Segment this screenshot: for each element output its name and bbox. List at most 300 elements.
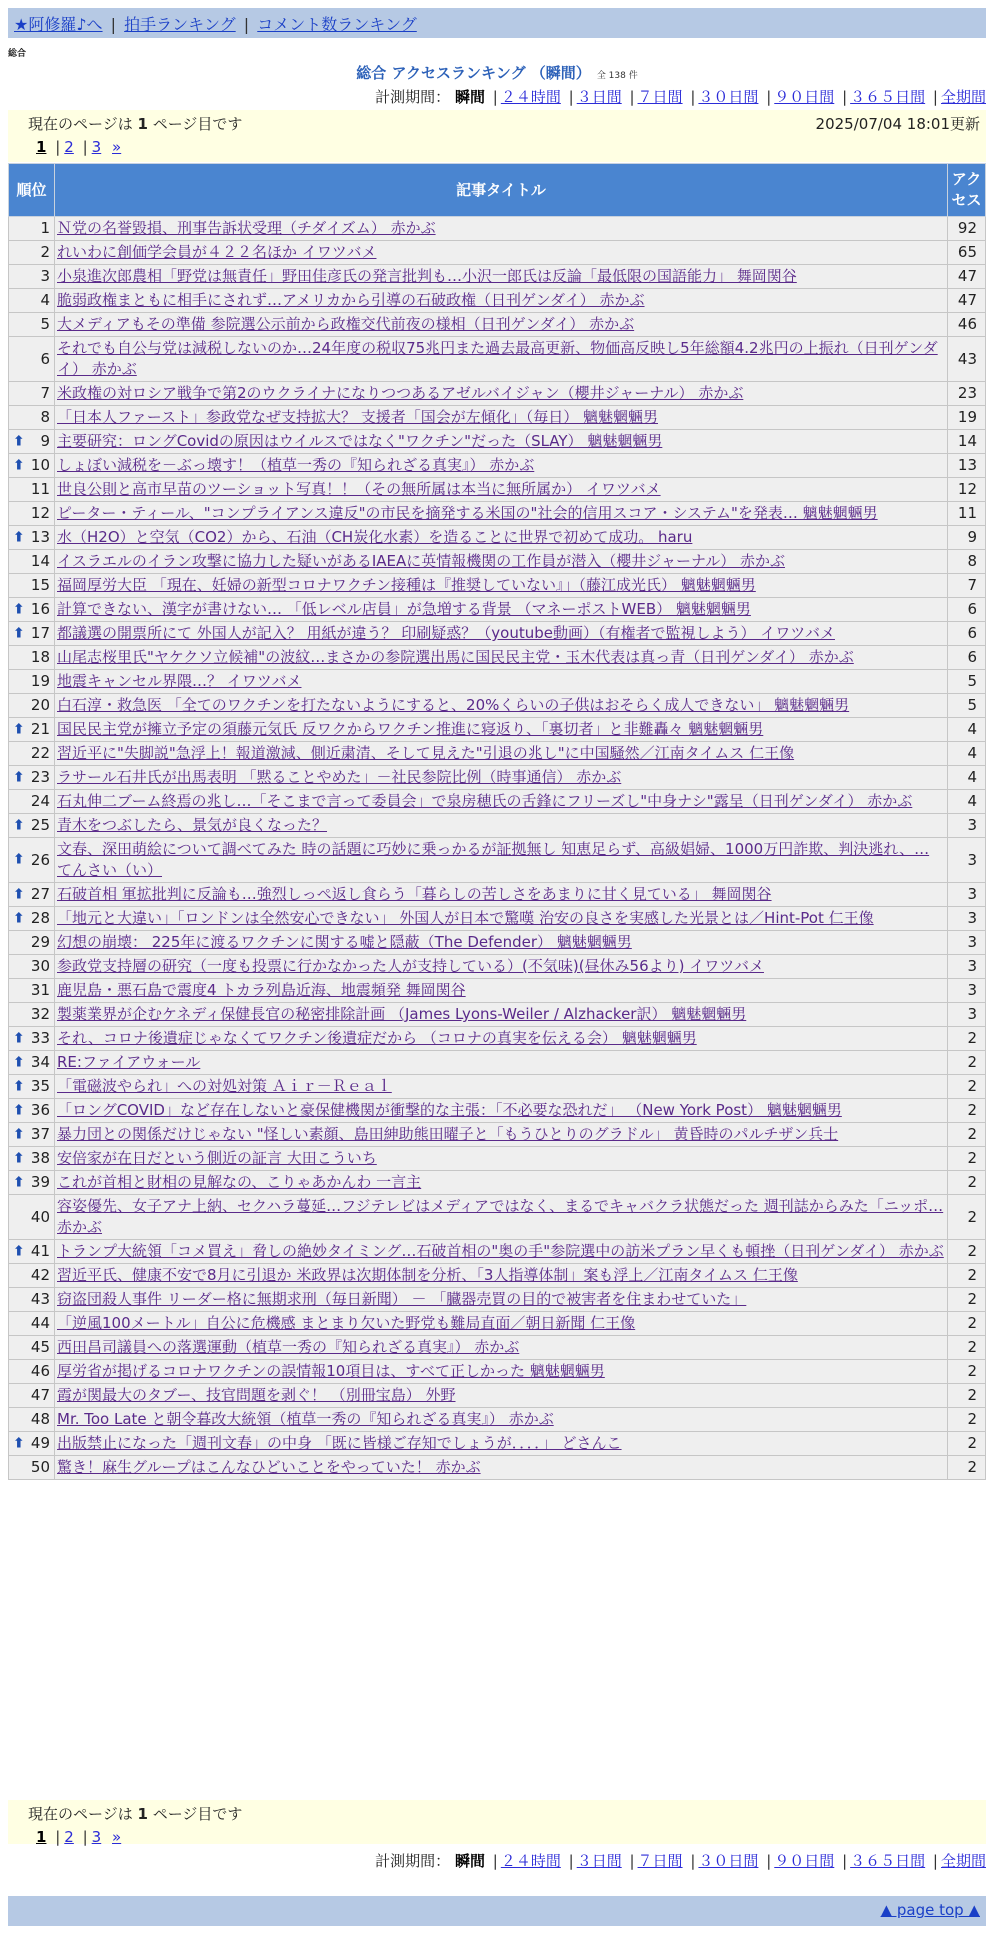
rank-cell: [9, 1264, 55, 1288]
rank-up-arrow-icon: ⬆: [13, 1174, 25, 1190]
rank-number: 36: [30, 1101, 50, 1119]
period-link-3d[interactable]: ３日間: [576, 88, 622, 106]
article-link[interactable]: 福岡厚労大臣 「現在、妊婦の新型コロナワクチン接種は『推奨していない』」（藤江成光氏） 魑魅魍魎男: [57, 576, 756, 594]
rank-cell: [9, 430, 55, 454]
access-count: 12: [948, 478, 986, 502]
updated-timestamp: 2025/07/04 18:01更新: [815, 115, 980, 133]
access-count: 11: [948, 502, 986, 526]
access-count: 2: [948, 1051, 986, 1075]
article-link[interactable]: 「電磁波やられ」への対処対策 Ａｉｒ－Ｒｅａｌ: [57, 1077, 392, 1095]
pager-next[interactable]: »: [112, 138, 122, 156]
article-link[interactable]: 「ロングCOVID」など存在しないと豪保健機関が衝撃的な主張：「不必要な恐れだ」 （New York Post） 魑魅魍魎男: [57, 1101, 842, 1119]
access-count: 2: [948, 1456, 986, 1480]
title-cell: [55, 574, 948, 598]
rank-number: 24: [30, 792, 50, 810]
table-row: [9, 1408, 986, 1432]
rank-number: 40: [30, 1207, 50, 1226]
table-row: [9, 1027, 986, 1051]
access-count: 6: [948, 598, 986, 622]
rank-number: 8: [40, 408, 50, 426]
table-row: [9, 502, 986, 526]
article-link[interactable]: 厚労省が掲げるコロナワクチンの誤情報10項目は、すべて正しかった 魑魅魍魎男: [57, 1362, 605, 1380]
title-cell: [55, 217, 948, 241]
article-link[interactable]: イスラエルのイラン攻撃に協力した疑いがあるIAEAに英情報機関の工作員が潜入（櫻井ジャーナル） 赤かぶ: [57, 552, 785, 570]
rank-cell: [9, 1384, 55, 1408]
access-count: 6: [948, 622, 986, 646]
access-count: 5: [948, 694, 986, 718]
table-row: [9, 1432, 986, 1456]
rank-cell: [9, 790, 55, 814]
rank-number: 22: [30, 744, 50, 762]
rank-cell: [9, 1288, 55, 1312]
article-link[interactable]: ピーター・ティール、"コンプライアンス違反"の市民を摘発する米国の"社会的信用スコア・システム"を発表… 魑魅魍魎男: [57, 504, 878, 522]
access-count: 2: [948, 1336, 986, 1360]
table-row: [9, 430, 986, 454]
article-link[interactable]: これが首相と財相の見解なの、こりゃあかんわ 一言主: [57, 1173, 422, 1191]
access-count: 2: [948, 1195, 986, 1240]
title-cell: [55, 766, 948, 790]
rank-number: 15: [30, 576, 50, 594]
rank-number: 16: [30, 600, 50, 618]
table-row: [9, 1099, 986, 1123]
table-row: [9, 1075, 986, 1099]
pager-next[interactable]: »: [112, 1828, 122, 1846]
rank-cell: [9, 406, 55, 430]
page-top-link[interactable]: ▲ page top ▲: [880, 1901, 980, 1919]
period-link-7d[interactable]: ７日間: [637, 1852, 683, 1870]
rank-number: 43: [30, 1290, 50, 1308]
rank-number: 11: [30, 480, 50, 498]
access-count: 14: [948, 430, 986, 454]
table-row: [9, 217, 986, 241]
table-row: [9, 1312, 986, 1336]
page-info-text: 現在のページは 1 ページ目です: [28, 115, 243, 133]
rank-cell: [9, 1003, 55, 1027]
table-row: [9, 313, 986, 337]
article-link[interactable]: 計算できない、漢字が書けない… 「低レベル店員」が急増する背景 （マネーポストWEB） 魑魅魍魎男: [57, 600, 751, 618]
rank-cell: [9, 1360, 55, 1384]
table-row: [9, 598, 986, 622]
article-link[interactable]: 大メディアもその準備 参院選公示前から政権交代前夜の様相（日刊ゲンダイ） 赤かぶ: [57, 315, 635, 333]
nav-separator: |: [243, 15, 250, 34]
article-link[interactable]: 西田昌司議員への落選運動（植草一秀の『知られざる真実』） 赤かぶ: [57, 1338, 520, 1356]
table-row: [9, 1384, 986, 1408]
title-cell: [55, 598, 948, 622]
article-link[interactable]: トランプ大統領「コメ買え」脅しの絶妙タイミング…石破首相の"奥の手"参院選中の訪米プラン早くも頓挫（日刊ゲンダイ） 赤かぶ: [57, 1242, 944, 1260]
title-cell: [55, 550, 948, 574]
rank-up-arrow-icon: ⬆: [13, 529, 25, 545]
access-count: 6: [948, 646, 986, 670]
rank-number: 39: [30, 1173, 50, 1191]
article-link[interactable]: 水（H2O）と空気（CO2）から、石油（CH炭化水素）を造ることに世界で初めて成功。 haru: [57, 528, 693, 546]
period-link-30d[interactable]: ３０日間: [698, 1852, 759, 1870]
rank-number: 6: [40, 349, 50, 368]
access-count: 3: [948, 931, 986, 955]
period-link-24h[interactable]: ２４時間: [500, 88, 561, 106]
rank-cell: [9, 1456, 55, 1480]
title-cell: [55, 1099, 948, 1123]
rank-number: 38: [30, 1149, 50, 1167]
access-count: 3: [948, 883, 986, 907]
access-count: 8: [948, 550, 986, 574]
title-cell: [55, 1171, 948, 1195]
rank-number: 21: [30, 720, 50, 738]
title-cell: [55, 1264, 948, 1288]
table-row: [9, 814, 986, 838]
rank-up-arrow-icon: ⬆: [13, 1030, 25, 1046]
article-link[interactable]: 霞が関最大のタブー、技官問題を剥ぐ！ （別冊宝島） 外野: [57, 1386, 456, 1404]
access-count: 2: [948, 1027, 986, 1051]
article-link[interactable]: 安倍家が在日だという側近の証言 大田こういち: [57, 1149, 377, 1167]
header-count: アクセス: [948, 164, 986, 217]
period-link-365d[interactable]: ３６５日間: [850, 88, 926, 106]
table-row: [9, 955, 986, 979]
rank-up-arrow-icon: ⬆: [13, 601, 25, 617]
access-count: 4: [948, 742, 986, 766]
page-info-text: 現在のページは 1 ページ目です: [28, 1805, 243, 1823]
rank-number: 26: [30, 850, 50, 869]
rank-cell: [9, 265, 55, 289]
title-cell: [55, 694, 948, 718]
table-row: [9, 1360, 986, 1384]
rank-up-arrow-icon: ⬆: [13, 1150, 25, 1166]
article-link[interactable]: 「日本人ファースト」参政党なぜ支持拡大？ 支援者「国会が左傾化」（毎日） 魑魅魍魎男: [57, 408, 658, 426]
rank-number: 50: [30, 1458, 50, 1476]
table-row: [9, 1123, 986, 1147]
page-info-top: [8, 110, 986, 162]
title-cell: [55, 955, 948, 979]
access-count: 47: [948, 265, 986, 289]
period-link-90d[interactable]: ９０日間: [774, 1852, 835, 1870]
article-link[interactable]: 主要研究：ロングCovidの原因はウイルスではなく"ワクチン"だった（SLAY） 魑魅魍魎男: [57, 432, 663, 450]
article-link[interactable]: Mr. Too Late と朝令暮改大統領（植草一秀の『知られざる真実』） 赤かぶ: [57, 1410, 554, 1428]
title-cell: [55, 1123, 948, 1147]
period-current: 瞬間: [454, 88, 485, 106]
rank-number: 29: [30, 933, 50, 951]
article-link[interactable]: 地震キャンセル界隈…？ イワツバメ: [57, 672, 302, 690]
rank-number: 9: [40, 432, 50, 450]
nav-separator: |: [110, 15, 117, 34]
page-info-bottom: [8, 1800, 986, 1844]
pager-link-3[interactable]: 3: [91, 138, 102, 156]
period-selector-bottom: 計測期間： 瞬間 | ２４時間 | ３日間 | ７日間 | ３０日間 | ９０日間 | ３６５日間 | 全期間: [375, 1852, 986, 1870]
rank-cell: [9, 313, 55, 337]
article-link[interactable]: 製薬業界が企むケネディ保健長官の秘密排除計画 （James Lyons-Weiler / Alzhacker訳） 魑魅魍魎男: [57, 1005, 747, 1023]
article-link[interactable]: 白石淳・救急医 「全てのワクチンを打たないようにすると、20%くらいの子供はおそらく成人できない」 魑魅魍魎男: [57, 696, 850, 714]
access-count: 2: [948, 1099, 986, 1123]
rank-cell: [9, 1147, 55, 1171]
rank-up-arrow-icon: ⬆: [13, 817, 25, 833]
table-row: [9, 1456, 986, 1480]
article-link[interactable]: 石破首相 軍拡批判に反論も…強烈しっぺ返し食らう「暮らしの苦しさをあまりに甘く見ている」 舞岡関谷: [57, 885, 772, 903]
article-link[interactable]: 米政権の対ロシア戦争で第2のウクライナになりつつあるアゼルバイジャン（櫻井ジャーナル） 赤かぶ: [57, 384, 744, 402]
rank-up-arrow-icon: ⬆: [13, 433, 25, 449]
ranking-table: [8, 163, 986, 1480]
access-count: 2: [948, 1432, 986, 1456]
table-row: [9, 694, 986, 718]
rank-number: 28: [30, 909, 50, 927]
access-count: 2: [948, 1123, 986, 1147]
rank-number: 42: [30, 1266, 50, 1284]
rank-cell: [9, 1408, 55, 1432]
table-row: [9, 265, 986, 289]
table-row: [9, 1264, 986, 1288]
table-row: [9, 1195, 986, 1240]
period-link-24h[interactable]: ２４時間: [500, 1852, 561, 1870]
title-cell: [55, 1312, 948, 1336]
rank-up-arrow-icon: ⬆: [13, 721, 25, 737]
page-title-text: 総合 アクセスランキング （瞬間）: [356, 64, 591, 82]
rank-cell: [9, 1099, 55, 1123]
access-count: 5: [948, 670, 986, 694]
article-link[interactable]: Ｎ党の名誉毀損、刑事告訴状受理（チダイズム） 赤かぶ: [57, 219, 436, 237]
rank-number: 31: [30, 981, 50, 999]
rank-cell: [9, 979, 55, 1003]
table-row: [9, 478, 986, 502]
title-cell: [55, 790, 948, 814]
rank-cell: [9, 694, 55, 718]
title-cell: [55, 742, 948, 766]
pager-top: 1 | 2 | 3 »: [36, 138, 122, 156]
rank-number: 3: [40, 267, 50, 285]
rank-cell: [9, 289, 55, 313]
rank-number: 12: [30, 504, 50, 522]
rank-up-arrow-icon: ⬆: [13, 1054, 25, 1070]
table-row: [9, 670, 986, 694]
access-count: 2: [948, 1312, 986, 1336]
access-count: 2: [948, 1384, 986, 1408]
rank-cell: [9, 574, 55, 598]
article-link[interactable]: 暴力団との関係だけじゃない "怪しい素顔、島田紳助熊田曜子と「もうひとりのグラドル」 黄昏時のパルチザン兵士: [57, 1125, 839, 1143]
rank-cell: [9, 454, 55, 478]
access-count: 2: [948, 1288, 986, 1312]
article-link[interactable]: 「逆風100メートル」自公に危機感 まとまり欠いた野党も難局直面／朝日新聞 仁王像: [57, 1314, 636, 1332]
article-link[interactable]: 出版禁止になった「週刊文春」の中身 「既に皆様ご存知でしょうが．．．．」 どさんこ: [57, 1434, 622, 1452]
table-row: [9, 742, 986, 766]
period-selector-top: 計測期間： 瞬間 | ２４時間 | ３日間 | ７日間 | ３０日間 | ９０日間 | ３６５日間 | 全期間: [375, 88, 986, 106]
title-cell: [55, 838, 948, 883]
article-link[interactable]: しょぼい減税を－ぶっ壊す！（植草一秀の『知られざる真実』） 赤かぶ: [57, 456, 535, 474]
title-cell: [55, 406, 948, 430]
article-link[interactable]: それ、コロナ後遺症じゃなくてワクチン後遺症だから （コロナの真実を伝える会） 魑魅魍魎男: [57, 1029, 697, 1047]
rank-number: 32: [30, 1005, 50, 1023]
header-title: 記事タイトル: [55, 164, 948, 217]
article-link[interactable]: 容姿優先、女子アナ上納、セクハラ蔓延…フジテレビはメディアではなく、まるでキャバクラ状態だった 週刊誌からみた「ニッポ… 赤かぶ: [57, 1197, 944, 1236]
article-link[interactable]: 文春、深田萌絵について調べてみた 時の話題に巧妙に乗っかるが証拠無し 知恵足らず、高級娼婦、1000万円詐欺、判決逃れ、… てんさい（い）: [57, 840, 930, 879]
rank-up-arrow-icon: ⬆: [13, 625, 25, 641]
period-current: 瞬間: [454, 1852, 485, 1870]
article-link[interactable]: それでも自公与党は減税しないのか…24年度の税収75兆円また過去最高更新、物価高反映し5年総額4.2兆円の上振れ（日刊ゲンダイ） 赤かぶ: [57, 339, 938, 378]
title-cell: [55, 1051, 948, 1075]
article-link[interactable]: 驚き！麻生グループはこんなひどいことをやっていた！ 赤かぶ: [57, 1458, 481, 1476]
article-link[interactable]: 鹿児島・悪石島で震度4 トカラ列島近海、地震頻発 舞岡関谷: [57, 981, 466, 999]
rank-cell: [9, 526, 55, 550]
access-count: 2: [948, 1240, 986, 1264]
period-link-365d[interactable]: ３６５日間: [850, 1852, 926, 1870]
bottom-bar: [8, 1896, 986, 1926]
article-link[interactable]: 山尾志桜里氏"ヤケクソ立候補"の波紋…まさかの参院選出馬に国民民主党・玉木代表は真っ青（日刊ゲンダイ） 赤かぶ: [57, 648, 854, 666]
total-count: 全 138 件: [596, 71, 638, 81]
rank-number: 5: [40, 315, 50, 333]
title-cell: [55, 502, 948, 526]
table-row: [9, 454, 986, 478]
rank-cell: [9, 478, 55, 502]
title-cell: [55, 883, 948, 907]
rank-cell: [9, 1027, 55, 1051]
article-link[interactable]: 国民民主党が擁立予定の須藤元気氏 反ワクからワクチン推進に寝返り、「裏切者」と非難轟々 魑魅魍魎男: [57, 720, 764, 738]
title-cell: [55, 646, 948, 670]
article-link[interactable]: 世良公則と高市早苗のツーショット写真！！（その無所属は本当に無所属か） イワツバメ: [57, 480, 661, 498]
access-count: 2: [948, 1408, 986, 1432]
table-row: [9, 622, 986, 646]
article-link[interactable]: 都議選の開票所にて 外国人が記入？ 用紙が違う？ 印刷疑惑？（youtube動画）（有権者で監視しよう） イワツバメ: [57, 624, 835, 642]
access-count: 2: [948, 1075, 986, 1099]
access-count: 2: [948, 1147, 986, 1171]
title-cell: [55, 622, 948, 646]
table-row: [9, 766, 986, 790]
rank-cell: [9, 646, 55, 670]
title-cell: [55, 241, 948, 265]
rank-cell: [9, 1336, 55, 1360]
title-cell: [55, 313, 948, 337]
rank-number: 33: [30, 1029, 50, 1047]
rank-cell: [9, 502, 55, 526]
article-link[interactable]: ラサール石井氏が出馬表明 「黙ることやめた」－社民参院比例（時事通信） 赤かぶ: [57, 768, 622, 786]
rank-number: 46: [30, 1362, 50, 1380]
table-row: [9, 574, 986, 598]
rank-number: 10: [30, 456, 50, 474]
rank-number: 20: [30, 696, 50, 714]
table-row: [9, 931, 986, 955]
period-link-all[interactable]: 全期間: [940, 88, 986, 106]
rank-number: 37: [30, 1125, 50, 1143]
article-link[interactable]: 参政党支持層の研究（一度も投票に行かなかった人が支持している）(不気味)(昼休み56より) イワツバメ: [57, 957, 764, 975]
rank-number: 14: [30, 552, 50, 570]
article-link[interactable]: 脆弱政権まともに相手にされず…アメリカから引導の石破政権（日刊ゲンダイ） 赤かぶ: [57, 291, 645, 309]
title-cell: [55, 265, 948, 289]
access-count: 92: [948, 217, 986, 241]
nav-link-applause-ranking[interactable]: 拍手ランキング: [124, 15, 236, 34]
rank-cell: [9, 766, 55, 790]
rank-up-arrow-icon: ⬆: [13, 910, 25, 926]
title-cell: [55, 1408, 948, 1432]
pager-bottom: 1 | 2 | 3 »: [36, 1828, 122, 1846]
access-count: 9: [948, 526, 986, 550]
rank-up-arrow-icon: ⬆: [13, 1126, 25, 1142]
rank-number: 48: [30, 1410, 50, 1428]
title-cell: [55, 1195, 948, 1240]
table-row: [9, 1147, 986, 1171]
rank-number: 44: [30, 1314, 50, 1332]
title-cell: [55, 1432, 948, 1456]
table-row: [9, 289, 986, 313]
access-count: 13: [948, 454, 986, 478]
article-link[interactable]: 習近平氏、健康不安で8月に引退か 米政界は次期体制を分析、「3人指導体制」案も浮上／江南タイムス 仁王像: [57, 1266, 798, 1284]
rank-cell: [9, 742, 55, 766]
article-link[interactable]: 習近平に"失脚説"急浮上！報道激減、側近粛清、そして見えた"引退の兆し"に中国騒然／江南タイムス 仁王像: [57, 744, 795, 762]
title-cell: [55, 1336, 948, 1360]
period-link-3d[interactable]: ３日間: [576, 1852, 622, 1870]
table-row: [9, 979, 986, 1003]
rank-number: 13: [30, 528, 50, 546]
period-link-7d[interactable]: ７日間: [637, 88, 683, 106]
access-count: 4: [948, 790, 986, 814]
title-cell: [55, 478, 948, 502]
access-count: 3: [948, 814, 986, 838]
rank-up-arrow-icon: ⬆: [13, 1435, 25, 1451]
nav-link-comment-ranking[interactable]: コメント数ランキング: [257, 15, 417, 34]
title-cell: [55, 718, 948, 742]
table-row: [9, 718, 986, 742]
rank-number: 25: [30, 816, 50, 834]
period-link-90d[interactable]: ９０日間: [774, 88, 835, 106]
rank-number: 47: [30, 1386, 50, 1404]
rank-cell: [9, 1171, 55, 1195]
article-link[interactable]: 窃盗団殺人事件 リーダー格に無期求刑（毎日新聞） － 「臓器売買の目的で被害者を住まわせていた」: [57, 1290, 747, 1308]
rank-number: 23: [30, 768, 50, 786]
article-link[interactable]: 小泉進次郎農相「野党は無責任」野田佳彦氏の発言批判も…小沢一郎氏は反論「最低限の国語能力」 舞岡関谷: [57, 267, 797, 285]
access-count: 3: [948, 907, 986, 931]
title-cell: [55, 1360, 948, 1384]
rank-cell: [9, 883, 55, 907]
rank-cell: [9, 814, 55, 838]
period-label: 計測期間：: [375, 88, 451, 106]
title-cell: [55, 1027, 948, 1051]
rank-number: 49: [30, 1434, 50, 1452]
access-count: 3: [948, 838, 986, 883]
title-cell: [55, 1147, 948, 1171]
article-link[interactable]: 青木をつぶしたら、景気が良くなった？: [57, 816, 328, 834]
article-link[interactable]: 石丸伸二ブーム終焉の兆し…「そこまで言って委員会」で泉房穂氏の舌鋒にフリーズし"中身ナシ"露呈（日刊ゲンダイ） 赤かぶ: [57, 792, 913, 810]
article-link[interactable]: 「地元と大違い」「ロンドンは全然安心できない」 外国人が日本で驚嘆 治安の良さを実感した光景とは／Hint-Pot 仁王像: [57, 909, 874, 927]
rank-number: 7: [40, 384, 50, 402]
access-count: 19: [948, 406, 986, 430]
table-row: [9, 1336, 986, 1360]
article-link[interactable]: 幻想の崩壊： 225年に渡るワクチンに関する嘘と隠蔽（The Defender） 魑魅魍魎男: [57, 933, 632, 951]
table-row: [9, 883, 986, 907]
title-cell: [55, 382, 948, 406]
table-row: [9, 907, 986, 931]
title-cell: [55, 670, 948, 694]
period-link-30d[interactable]: ３０日間: [698, 88, 759, 106]
pager-link-3[interactable]: 3: [91, 1828, 102, 1846]
rank-cell: [9, 1240, 55, 1264]
title-cell: [55, 1075, 948, 1099]
pager-current: 1: [36, 138, 47, 156]
title-cell: [55, 289, 948, 313]
pager-link-2[interactable]: 2: [64, 1828, 74, 1846]
table-row: [9, 241, 986, 265]
top-nav-bar: [8, 8, 986, 38]
access-count: 2: [948, 1264, 986, 1288]
rank-cell: [9, 1075, 55, 1099]
title-cell: [55, 1456, 948, 1480]
rank-number: 17: [30, 624, 50, 642]
period-link-all[interactable]: 全期間: [940, 1852, 986, 1870]
rank-up-arrow-icon: ⬆: [13, 769, 25, 785]
article-link[interactable]: れいわに創価学会員が４２２名ほか イワツバメ: [57, 243, 377, 261]
rank-number: 35: [30, 1077, 50, 1095]
rank-cell: [9, 1312, 55, 1336]
article-link[interactable]: RE:ファイアウォール: [57, 1053, 201, 1071]
nav-link-asyura[interactable]: ★阿修羅♪へ: [14, 15, 103, 34]
pager-link-2[interactable]: 2: [64, 138, 74, 156]
table-row: [9, 1240, 986, 1264]
rank-cell: [9, 1051, 55, 1075]
access-count: 2: [948, 1171, 986, 1195]
title-cell: [55, 1240, 948, 1264]
access-count: 3: [948, 979, 986, 1003]
